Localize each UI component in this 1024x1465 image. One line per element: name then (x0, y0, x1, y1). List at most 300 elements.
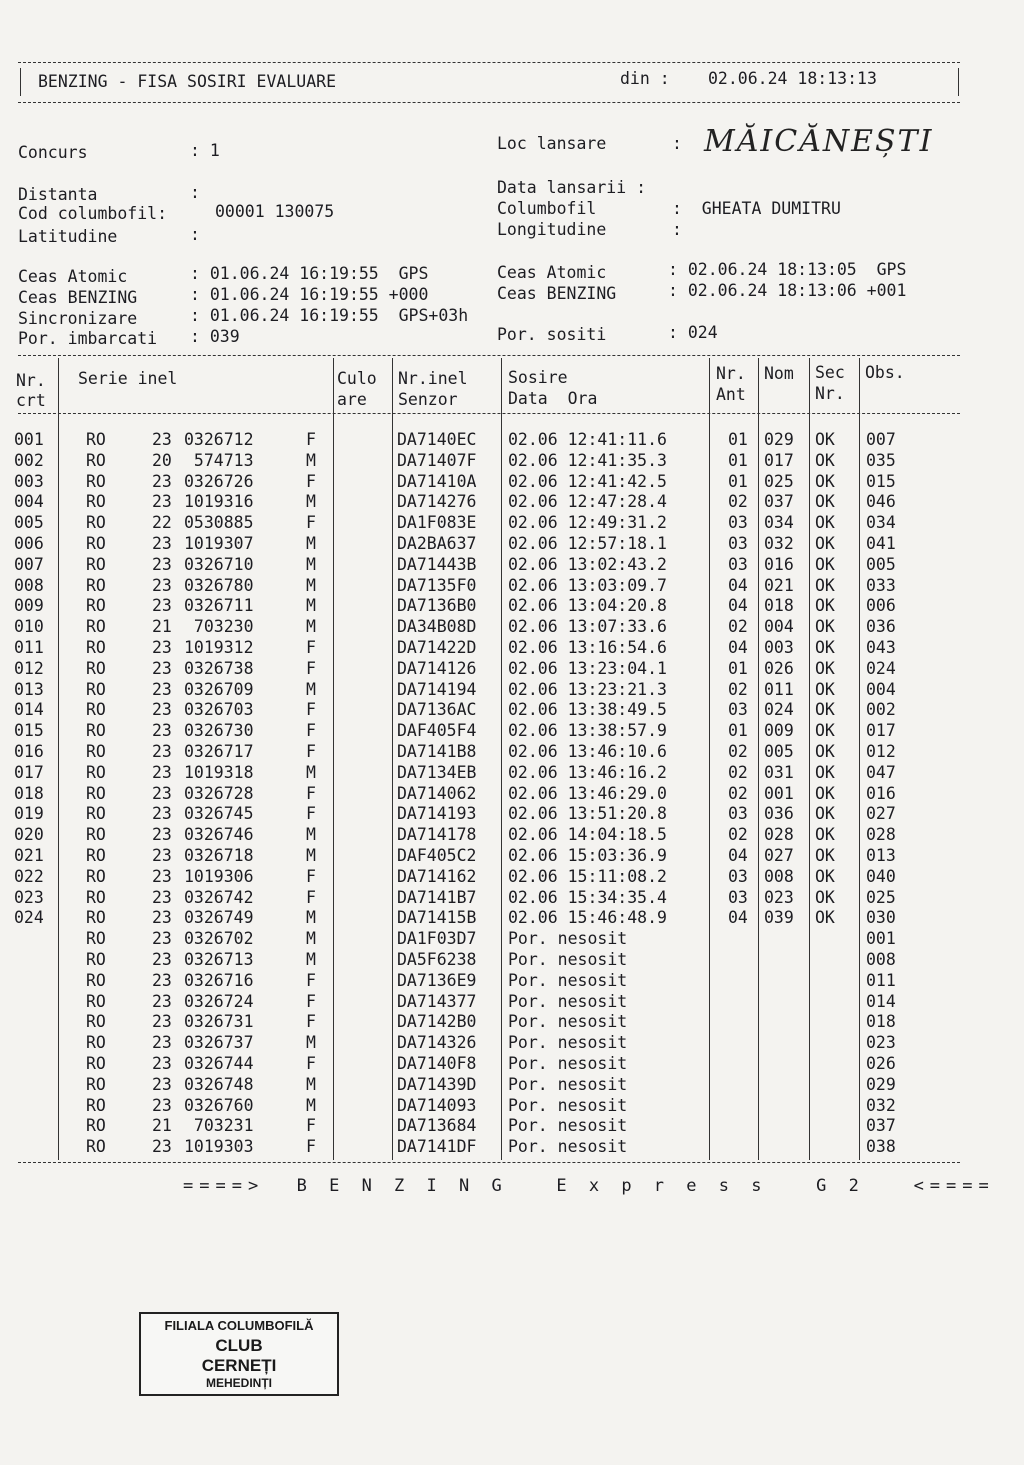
table-row (0, 845, 960, 866)
table-row (0, 1095, 960, 1116)
loc-lansare-label: Loc lansare (497, 134, 607, 153)
cell-sex: F (306, 513, 316, 533)
cell-nom: 017 (764, 450, 794, 470)
cell-year: 23 (152, 1033, 172, 1053)
cell-sec-nr: OK (815, 492, 835, 512)
cell-sec-nr: OK (815, 617, 835, 637)
cell-country: RO (86, 866, 106, 886)
cell-ring-number: 0326746 (184, 825, 254, 845)
cell-sensor-ring: DA714276 (397, 492, 477, 512)
header-nr-ant-2: Ant (716, 385, 746, 404)
cell-sensor-ring: DA7141DF (397, 1137, 477, 1157)
cell-nom: 016 (764, 554, 794, 574)
cell-nom: 039 (764, 908, 794, 928)
cell-sex: F (306, 742, 316, 761)
cell-sex: F (306, 887, 316, 907)
cell-nr-crt: 003 (14, 471, 44, 491)
header-data-ora: Data Ora (508, 389, 598, 408)
cell-obs: 013 (866, 846, 896, 865)
header-sec-2: Nr. (815, 384, 845, 403)
cell-nom: 031 (764, 762, 794, 782)
cell-sec-nr: OK (815, 700, 835, 720)
cell-sensor-ring: DA714193 (397, 804, 477, 824)
cell-nr-crt: 002 (14, 450, 44, 470)
cell-ring-number: 0326748 (184, 1074, 254, 1094)
cell-nr-ant: 01 (728, 430, 748, 449)
table-row (0, 887, 960, 908)
cell-ring-number: 0530885 (184, 513, 254, 533)
cell-ring-number: 0326716 (184, 970, 254, 990)
table-row (0, 866, 960, 887)
cell-arrival: 02.06 13:38:49.5 (508, 700, 667, 720)
cell-arrival: 02.06 13:46:10.6 (508, 742, 667, 761)
cell-year: 21 (152, 617, 172, 637)
cell-arrival: 02.06 15:34:35.4 (508, 887, 667, 907)
cell-year: 23 (152, 742, 172, 761)
stamp-line-4: MEHEDINȚI (206, 1376, 272, 1390)
cell-obs: 033 (866, 575, 896, 595)
cell-sensor-ring: DA7134EB (397, 762, 477, 782)
cell-arrival: Por. nesosit (508, 1054, 628, 1073)
title-left-border (20, 68, 21, 96)
cell-sex: M (306, 950, 316, 969)
cell-sex: M (306, 534, 316, 553)
cell-arrival: 02.06 13:46:16.2 (508, 762, 667, 782)
cell-nr-crt: 017 (14, 762, 44, 782)
cell-ring-number: 0326712 (184, 430, 254, 449)
table-row (0, 1136, 960, 1157)
table-row (0, 595, 960, 616)
cell-nom: 032 (764, 534, 794, 553)
cod-columbofil-value: 00001 130075 (215, 202, 335, 221)
cell-sex: F (306, 1116, 316, 1136)
cell-ring-number: 0326717 (184, 742, 254, 761)
table-row (0, 949, 960, 970)
cell-nom: 024 (764, 700, 794, 720)
cell-nom: 008 (764, 866, 794, 886)
cell-sec-nr: OK (815, 804, 835, 824)
cell-country: RO (86, 575, 106, 595)
cell-nr-crt: 014 (14, 700, 44, 720)
cell-country: RO (86, 908, 106, 928)
cell-obs: 036 (866, 617, 896, 637)
table-row (0, 1032, 960, 1053)
cell-ring-number: 0326737 (184, 1033, 254, 1053)
table-row (0, 783, 960, 804)
cell-sec-nr: OK (815, 513, 835, 533)
cell-year: 23 (152, 534, 172, 553)
cell-ring-number: 0326731 (184, 1012, 254, 1032)
cell-nr-ant: 01 (728, 721, 748, 741)
cell-sec-nr: OK (815, 679, 835, 699)
cell-country: RO (86, 513, 106, 533)
longitudine-label: Longitudine (497, 220, 607, 239)
cell-sex: M (306, 825, 316, 845)
cell-obs: 004 (866, 679, 896, 699)
table-row (0, 1115, 960, 1136)
ceas-benzing-value: : 01.06.24 16:19:55 +000 (190, 285, 429, 304)
cell-sec-nr: OK (815, 783, 835, 803)
cell-ring-number: 0326749 (184, 908, 254, 928)
cell-obs: 041 (866, 534, 896, 553)
cell-obs: 030 (866, 908, 896, 928)
cell-obs: 024 (866, 658, 896, 678)
cell-ring-number: 0326711 (184, 596, 254, 616)
cell-country: RO (86, 1137, 106, 1157)
cell-ring-number: 0326760 (184, 1095, 254, 1115)
cell-sex: M (306, 679, 316, 699)
cell-year: 23 (152, 721, 172, 741)
stamp-line-1: FILIALA COLUMBOFILĂ (164, 1318, 314, 1333)
cell-ring-number: 0326728 (184, 783, 254, 803)
cell-obs: 002 (866, 700, 896, 720)
table-row (0, 1074, 960, 1095)
cell-nr-crt: 005 (14, 513, 44, 533)
cell-obs: 023 (866, 1033, 896, 1053)
cell-obs: 006 (866, 596, 896, 616)
footer-banner: ====> B E N Z I N G E x p r e s s G 2 <==== (183, 1176, 995, 1196)
cell-ring-number: 0326710 (184, 554, 254, 574)
cell-year: 23 (152, 638, 172, 657)
cell-ring-number: 0326744 (184, 1054, 254, 1073)
cell-sensor-ring: DA7135F0 (397, 575, 477, 595)
cell-sensor-ring: DA71422D (397, 638, 477, 657)
cell-sensor-ring: DA2BA637 (397, 534, 477, 553)
ceas-atomic-right-value: : 02.06.24 18:13:05 GPS (668, 260, 907, 279)
cell-sec-nr: OK (815, 866, 835, 886)
latitudine-label: Latitudine (18, 227, 118, 246)
cell-obs: 043 (866, 638, 896, 657)
concurs-value: : 1 (190, 141, 220, 160)
cell-sensor-ring: DA713684 (397, 1116, 477, 1136)
cell-sec-nr: OK (815, 658, 835, 678)
stamp-line-3: CERNEȚI (201, 1356, 277, 1375)
cell-obs: 008 (866, 950, 896, 969)
cell-year: 20 (152, 450, 172, 470)
columbofil-value: : GHEATA DUMITRU (672, 199, 841, 218)
cell-obs: 015 (866, 471, 896, 491)
cod-columbofil-label: Cod columbofil: (18, 204, 168, 223)
cell-nr-ant: 01 (728, 658, 748, 678)
cell-year: 23 (152, 700, 172, 720)
cell-arrival: 02.06 13:23:21.3 (508, 679, 667, 699)
cell-nr-ant: 02 (728, 742, 748, 761)
cell-nr-ant: 04 (728, 908, 748, 928)
cell-country: RO (86, 638, 106, 657)
cell-nom: 036 (764, 804, 794, 824)
cell-country: RO (86, 1116, 106, 1136)
cell-arrival: 02.06 15:03:36.9 (508, 846, 667, 865)
table-row (0, 991, 960, 1012)
cell-sensor-ring: DA7140F8 (397, 1054, 477, 1073)
cell-nr-ant: 02 (728, 492, 748, 512)
cell-arrival: 02.06 13:04:20.8 (508, 596, 667, 616)
cell-obs: 040 (866, 866, 896, 886)
title-top-border (18, 62, 960, 63)
cell-obs: 001 (866, 929, 896, 949)
cell-country: RO (86, 679, 106, 699)
cell-ring-number: 0326709 (184, 679, 254, 699)
cell-arrival: 02.06 12:41:35.3 (508, 450, 667, 470)
cell-nom: 029 (764, 430, 794, 449)
cell-year: 23 (152, 575, 172, 595)
cell-sec-nr: OK (815, 575, 835, 595)
cell-sec-nr: OK (815, 638, 835, 657)
cell-nr-crt: 008 (14, 575, 44, 595)
cell-sec-nr: OK (815, 450, 835, 470)
cell-nr-crt: 019 (14, 804, 44, 824)
table-row (0, 1053, 960, 1074)
table-row (0, 637, 960, 658)
cell-sensor-ring: DA7141B8 (397, 742, 477, 761)
por-imbarcati-value: : 039 (190, 327, 240, 346)
cell-sex: M (306, 1033, 316, 1053)
cell-nr-ant: 04 (728, 846, 748, 865)
cell-country: RO (86, 1054, 106, 1073)
cell-obs: 032 (866, 1095, 896, 1115)
cell-ring-number: 1019307 (184, 534, 254, 553)
cell-nr-ant: 03 (728, 866, 748, 886)
cell-nr-crt: 020 (14, 825, 44, 845)
header-culoare-2: are (337, 390, 367, 409)
cell-ring-number: 1019318 (184, 762, 254, 782)
cell-obs: 035 (866, 450, 896, 470)
cell-year: 21 (152, 1116, 172, 1136)
cell-year: 23 (152, 679, 172, 699)
cell-nom: 003 (764, 638, 794, 657)
cell-sex: F (306, 1012, 316, 1032)
cell-nr-ant: 03 (728, 513, 748, 533)
cell-nr-crt: 024 (14, 908, 44, 928)
cell-ring-number: 0326738 (184, 658, 254, 678)
cell-obs: 012 (866, 742, 896, 761)
cell-sec-nr: OK (815, 471, 835, 491)
cell-country: RO (86, 762, 106, 782)
stamp-line-2: CLUB (215, 1336, 263, 1355)
cell-nr-crt: 009 (14, 596, 44, 616)
por-imbarcati-label: Por. imbarcati (18, 329, 158, 348)
table-top-border (18, 355, 960, 356)
cell-sec-nr: OK (815, 534, 835, 553)
cell-country: RO (86, 991, 106, 1011)
cell-obs: 037 (866, 1116, 896, 1136)
cell-sensor-ring: DAF405F4 (397, 721, 477, 741)
table-row (0, 803, 960, 824)
cell-sec-nr: OK (815, 825, 835, 845)
cell-country: RO (86, 554, 106, 574)
cell-ring-number: 703231 (184, 1116, 254, 1136)
cell-sensor-ring: DA1F03D7 (397, 929, 477, 949)
cell-country: RO (86, 1095, 106, 1115)
header-nr-inel: Nr.inel (398, 369, 468, 388)
sincronizare-value: : 01.06.24 16:19:55 GPS+03h (190, 306, 469, 325)
cell-arrival: 02.06 12:47:28.4 (508, 492, 667, 512)
cell-arrival: 02.06 13:46:29.0 (508, 783, 667, 803)
cell-arrival: Por. nesosit (508, 1116, 628, 1136)
table-row (0, 970, 960, 991)
cell-obs: 034 (866, 513, 896, 533)
cell-nr-ant: 03 (728, 534, 748, 553)
table-row (0, 741, 960, 762)
cell-nom: 004 (764, 617, 794, 637)
cell-ring-number: 1019316 (184, 492, 254, 512)
cell-obs: 011 (866, 970, 896, 990)
data-lansarii-label: Data lansarii : (497, 178, 647, 197)
cell-sex: M (306, 846, 316, 865)
cell-country: RO (86, 929, 106, 949)
table-row (0, 907, 960, 928)
header-nom: Nom (764, 364, 794, 383)
title-bottom-border (18, 102, 960, 103)
cell-sex: M (306, 575, 316, 595)
cell-ring-number: 0326730 (184, 721, 254, 741)
table-row (0, 471, 960, 492)
table-row (0, 616, 960, 637)
cell-nom: 025 (764, 471, 794, 491)
cell-sex: M (306, 450, 316, 470)
cell-obs: 029 (866, 1074, 896, 1094)
cell-nom: 028 (764, 825, 794, 845)
cell-country: RO (86, 804, 106, 824)
cell-obs: 014 (866, 991, 896, 1011)
cell-nr-crt: 006 (14, 534, 44, 553)
cell-sex: F (306, 721, 316, 741)
cell-year: 23 (152, 825, 172, 845)
cell-year: 23 (152, 970, 172, 990)
cell-arrival: Por. nesosit (508, 929, 628, 949)
cell-nr-ant: 03 (728, 804, 748, 824)
cell-country: RO (86, 471, 106, 491)
report-title: BENZING - FISA SOSIRI EVALUARE (38, 72, 337, 91)
cell-country: RO (86, 450, 106, 470)
cell-year: 23 (152, 929, 172, 949)
cell-arrival: 02.06 13:02:43.2 (508, 554, 667, 574)
concurs-label: Concurs (18, 143, 88, 162)
cell-sex: F (306, 1137, 316, 1157)
table-row (0, 824, 960, 845)
cell-ring-number: 0326702 (184, 929, 254, 949)
cell-nom: 027 (764, 846, 794, 865)
cell-obs: 007 (866, 430, 896, 449)
cell-sex: F (306, 804, 316, 824)
cell-year: 23 (152, 1074, 172, 1094)
cell-year: 23 (152, 908, 172, 928)
cell-year: 23 (152, 887, 172, 907)
cell-sec-nr: OK (815, 762, 835, 782)
cell-sex: M (306, 554, 316, 574)
cell-sec-nr: OK (815, 596, 835, 616)
cell-year: 23 (152, 991, 172, 1011)
cell-arrival: Por. nesosit (508, 1033, 628, 1053)
cell-sensor-ring: DA71410A (397, 471, 477, 491)
cell-nr-crt: 001 (14, 430, 44, 449)
cell-sex: F (306, 638, 316, 657)
cell-ring-number: 0326718 (184, 846, 254, 865)
cell-nr-ant: 04 (728, 575, 748, 595)
cell-country: RO (86, 658, 106, 678)
cell-sex: F (306, 783, 316, 803)
cell-arrival: 02.06 13:03:09.7 (508, 575, 667, 595)
cell-nr-ant: 03 (728, 887, 748, 907)
cell-sex: M (306, 1074, 316, 1094)
cell-nr-crt: 022 (14, 866, 44, 886)
ceas-benzing-right-value: : 02.06.24 18:13:06 +001 (668, 281, 907, 300)
cell-obs: 038 (866, 1137, 896, 1157)
cell-nr-crt: 010 (14, 617, 44, 637)
cell-arrival: 02.06 13:51:20.8 (508, 804, 667, 824)
header-sosire: Sosire (508, 368, 568, 387)
table-row (0, 512, 960, 533)
cell-year: 23 (152, 596, 172, 616)
cell-arrival: 02.06 13:07:33.6 (508, 617, 667, 637)
cell-arrival: 02.06 12:57:18.1 (508, 534, 667, 553)
cell-nom: 009 (764, 721, 794, 741)
cell-ring-number: 1019303 (184, 1137, 254, 1157)
cell-sensor-ring: DA5F6238 (397, 950, 477, 969)
cell-ring-number: 703230 (184, 617, 254, 637)
cell-nr-crt: 012 (14, 658, 44, 678)
cell-country: RO (86, 617, 106, 637)
cell-sex: M (306, 1095, 316, 1115)
cell-sex: F (306, 471, 316, 491)
cell-sensor-ring: DA714062 (397, 783, 477, 803)
cell-country: RO (86, 1074, 106, 1094)
cell-arrival: 02.06 14:04:18.5 (508, 825, 667, 845)
cell-ring-number: 0326724 (184, 991, 254, 1011)
table-row (0, 450, 960, 471)
cell-country: RO (86, 783, 106, 803)
cell-country: RO (86, 742, 106, 761)
cell-country: RO (86, 846, 106, 865)
cell-sex: F (306, 700, 316, 720)
cell-country: RO (86, 492, 106, 512)
cell-nr-crt: 015 (14, 721, 44, 741)
table-row (0, 491, 960, 512)
cell-obs: 005 (866, 554, 896, 574)
cell-nr-ant: 02 (728, 617, 748, 637)
cell-arrival: 02.06 12:49:31.2 (508, 513, 667, 533)
club-stamp (139, 1312, 339, 1396)
cell-sensor-ring: DA714178 (397, 825, 477, 845)
cell-ring-number: 0326742 (184, 887, 254, 907)
cell-nr-ant: 03 (728, 554, 748, 574)
cell-nr-ant: 04 (728, 638, 748, 657)
cell-year: 23 (152, 492, 172, 512)
cell-arrival: 02.06 12:41:11.6 (508, 430, 667, 449)
cell-year: 23 (152, 783, 172, 803)
cell-arrival: Por. nesosit (508, 970, 628, 990)
table-row (0, 575, 960, 596)
cell-country: RO (86, 700, 106, 720)
table-row (0, 658, 960, 679)
ceas-atomic-right-label: Ceas Atomic (497, 263, 607, 282)
cell-arrival: 02.06 15:11:08.2 (508, 866, 667, 886)
cell-nom: 011 (764, 679, 794, 699)
cell-sec-nr: OK (815, 721, 835, 741)
cell-nr-ant: 01 (728, 450, 748, 470)
cell-sex: F (306, 866, 316, 886)
table-row (0, 720, 960, 741)
cell-nr-crt: 011 (14, 638, 44, 657)
cell-sex: M (306, 596, 316, 616)
cell-sex: F (306, 658, 316, 678)
cell-nom: 023 (764, 887, 794, 907)
cell-obs: 047 (866, 762, 896, 782)
cell-sensor-ring: DA714126 (397, 658, 477, 678)
cell-arrival: 02.06 12:41:42.5 (508, 471, 667, 491)
table-row (0, 429, 960, 450)
loc-lansare-handwritten: MĂICĂNEȘTI (704, 124, 934, 159)
